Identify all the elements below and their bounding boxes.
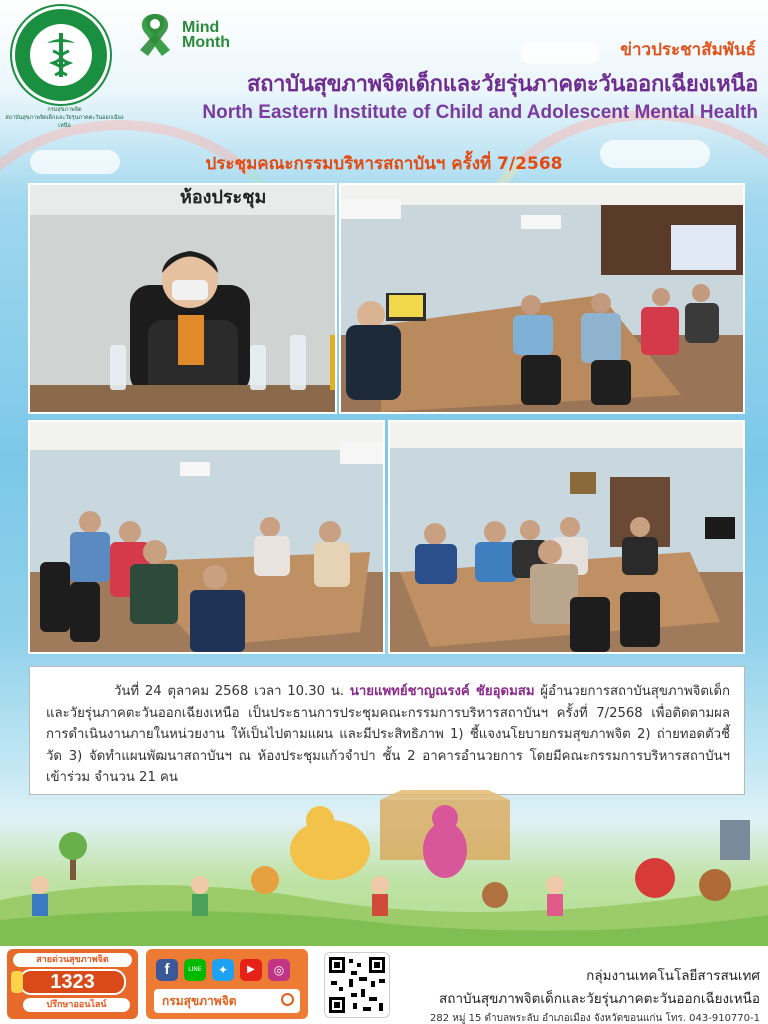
search-bar[interactable]	[154, 989, 300, 1013]
twitter-icon[interactable]: ✦	[212, 959, 234, 981]
hotline-bottom-label: ปรึกษาออนไลน์	[23, 998, 130, 1012]
institute-name-thai: สถาบันสุขภาพจิตเด็กและวัยรุ่นภาคตะวันออกเฉียงเหนือ	[246, 72, 758, 97]
ministry-caption	[2, 106, 127, 130]
photo-meeting-room-wide	[339, 183, 745, 414]
cartoon-scene-illustration	[0, 790, 768, 950]
header	[0, 0, 768, 145]
instagram-icon[interactable]: ◎	[268, 959, 290, 981]
meeting-title: ประชุมคณะกรรมบริหารสถาบันฯ ครั้งที่ 7/2568	[205, 154, 563, 174]
caduceus-icon	[41, 31, 81, 79]
social-banner	[146, 949, 308, 1019]
ministry-caption-line2: สถาบันสุขภาพจิตเด็กและวัยรุ่นภาคตะวันออกเฉียงเหนือ	[5, 115, 124, 129]
photo-chairman	[28, 183, 337, 414]
footer-institute: สถาบันสุขภาพจิตเด็กและวัยรุ่นภาคตะวันออกเฉียงเหนือ	[439, 991, 760, 1007]
news-date: วันที่ 24 ตุลาคม 2568 เวลา 10.30 น.	[114, 684, 345, 699]
hotline-banner[interactable]	[7, 949, 138, 1019]
footer-address: 282 หมู่ 15 ตำบลพระลับ อำเภอเมือง จังหวัดขอนแก่น โทร. 043-910770-1	[430, 1013, 760, 1024]
facebook-icon[interactable]: f	[156, 959, 178, 981]
youtube-icon[interactable]: ▶	[240, 959, 262, 981]
mind-month-line1: Mind	[182, 19, 220, 36]
qr-code	[324, 952, 390, 1018]
news-text: ผู้อำนวยการสถาบันสุขภาพจิตเด็กและวัยรุ่นภาคตะวันออกเฉียงเหนือ เป็นประธานการประชุมคณะกรรมการบริหารสถาบันฯ ครั้งที่ 7/2568 เพื่อติดตามผลการดำเนินงานภายในหน่วยงาน ให้เป็นไปตามแผน และมีประสิทธิภาพ 1) ชี้แจงนโยบายกรมสุขภาพจิต 2) ถ่ายทอดตัวชี้วัด 3) จัดทำแผนพัฒนาสถาบันฯ ณ ห้องประชุมแก้วจำปา ชั้น 2 อาคารอำนวยการ โดยมีคณะกรรมการบริหารสถาบันฯ เข้าร่วม จำนวน 21 คน	[46, 684, 730, 785]
footer	[0, 946, 768, 1024]
phone-icon	[11, 971, 23, 993]
ribbon-icon	[132, 8, 178, 62]
pr-label: ข่าวประชาสัมพันธ์	[620, 40, 756, 60]
search-icon	[281, 993, 294, 1006]
footer-unit: กลุ่มงานเทคโนโลยีสารสนเทศ	[586, 968, 760, 984]
ministry-of-public-health-logo	[12, 6, 110, 104]
photo-meeting-right	[388, 420, 745, 654]
hotline-top-label: สายด่วนสุขภาพจิต	[13, 953, 132, 967]
line-icon[interactable]: LINE	[184, 959, 206, 981]
hotline-number: 1323	[19, 969, 126, 995]
mind-month-logo	[132, 8, 230, 62]
ministry-caption-line1: กรมสุขภาพจิต	[47, 107, 82, 113]
search-text: กรมสุขภาพจิต	[162, 994, 237, 1008]
mind-month-line2: Month	[182, 34, 230, 51]
footer-contact	[430, 964, 760, 1024]
news-body	[29, 666, 745, 795]
photo-meeting-left	[28, 420, 385, 654]
room-sign: ห้องประชุม	[180, 187, 267, 208]
institute-name-english: North Eastern Institute of Child and Adolescent Mental Health	[202, 102, 758, 123]
chair-name: นายแพทย์ชาญณรงค์ ชัยอุดมสม	[349, 684, 535, 699]
